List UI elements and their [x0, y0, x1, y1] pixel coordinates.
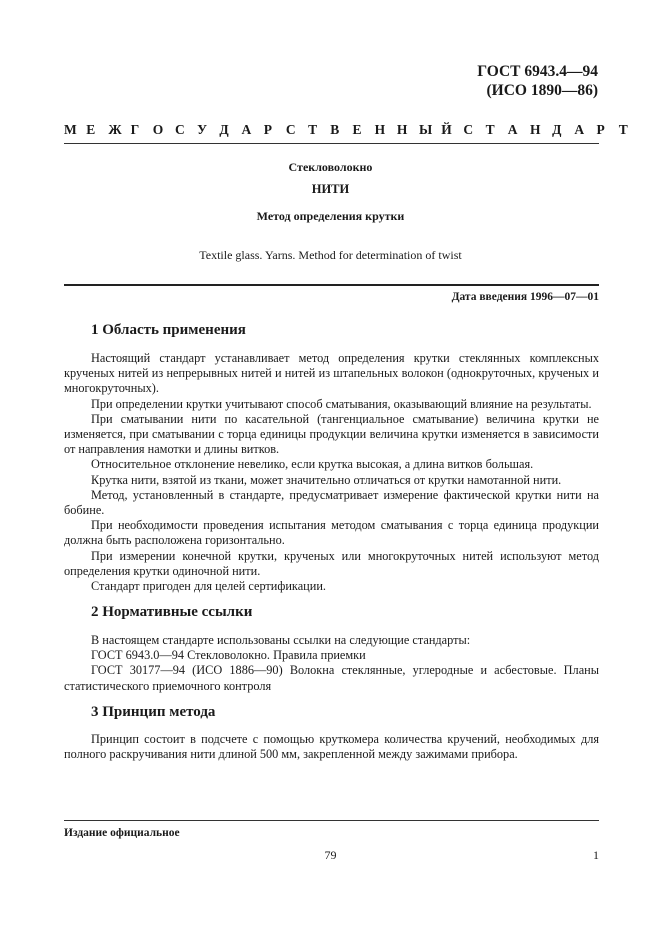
- banner-letter: М: [64, 122, 77, 137]
- section-body-principle: [64, 732, 599, 762]
- banner-letter: С: [174, 122, 185, 137]
- reference-item: ГОСТ 30177—94 (ИСО 1886—90) Волокна стеклянные, углеродные и асбестовые. Планы статистического приемочного контроля: [64, 663, 599, 693]
- paragraph: Настоящий стандарт устанавливает метод определения крутки стеклянных комплексных крученых нитей из непрерывных нитей и нитей из штапельных волокон (однокруточных, крученых и многокруточных).: [64, 351, 599, 396]
- banner-letter: Д: [552, 122, 562, 137]
- banner-letter: Н: [374, 122, 386, 137]
- banner-letter: Т: [618, 122, 628, 137]
- interstate-standard-banner: [64, 122, 628, 138]
- sheet-number: 1: [593, 848, 599, 862]
- paragraph: При измерении конечной крутки, крученых или многокруточных нитей используют метод определения крутки одиночной нити.: [64, 548, 599, 578]
- banner-divider: [64, 143, 599, 144]
- title-main: НИТИ: [311, 182, 350, 196]
- banner-letter: Д: [219, 122, 229, 137]
- title-method: Метод определения крутки: [256, 209, 405, 223]
- banner-letter: Е: [86, 122, 96, 137]
- banner-word-interstate: [64, 122, 463, 138]
- paragraph: В настоящем стандарте использованы ссылки на следующие стандарты:: [91, 633, 471, 647]
- banner-letter: Н: [529, 122, 541, 137]
- paragraph: При определении крутки учитывают способ сматывания, оказывающий влияние на результаты.: [91, 396, 592, 411]
- page-number: 79: [324, 848, 337, 862]
- iso-number: (ИСО 1890—86): [486, 82, 598, 99]
- banner-letter: Р: [263, 122, 272, 137]
- banner-letter: А: [241, 122, 252, 137]
- banner-letter: С: [285, 122, 296, 137]
- paragraph: При необходимости проведения испытания методом сматывания с торца единица продукции должна быть расположена горизонтально.: [64, 518, 599, 548]
- banner-letter: В: [330, 122, 340, 137]
- standard-number: ГОСТ 6943.4—94: [477, 63, 598, 80]
- footer-divider: [64, 820, 599, 821]
- title-english: Textile glass. Yarns. Method for determination of twist: [199, 248, 462, 262]
- section-heading-scope: 1 Область применения: [91, 322, 246, 338]
- banner-letter: Г: [130, 122, 140, 137]
- banner-letter: У: [197, 122, 208, 137]
- banner-letter: Т: [485, 122, 495, 137]
- section-body-scope: [64, 351, 599, 594]
- banner-letter: С: [463, 122, 474, 137]
- paragraph: Крутка нити, взятой из ткани, может значительно отличаться от крутки намотанной нити.: [91, 472, 562, 487]
- banner-letter: О: [152, 122, 164, 137]
- banner-letter: А: [574, 122, 585, 137]
- intro-date: Дата введения 1996—07—01: [451, 291, 599, 303]
- banner-letter: Р: [596, 122, 605, 137]
- paragraph: Принцип состоит в подсчете с помощью круткомера количества кручений, необходимых для полного раскручивания нити длиной 500 мм, закрепленной между зажимами прибора.: [64, 732, 599, 762]
- banner-letter: Е: [352, 122, 362, 137]
- banner-letter: Ы: [419, 122, 433, 137]
- title-subject: Стекловолокно: [288, 160, 373, 174]
- standard-designation: [477, 62, 598, 100]
- banner-word-standard: [463, 122, 641, 138]
- paragraph: Относительное отклонение невелико, если крутка высокая, а длина витков большая.: [91, 457, 534, 472]
- section-body-references: [64, 633, 599, 694]
- reference-item: ГОСТ 6943.0—94 Стекловолокно. Правила приемки: [91, 648, 366, 663]
- paragraph: Метод, установленный в стандарте, предусматривает измерение фактической крутки нити на бобине.: [64, 487, 599, 518]
- paragraph: При сматывании нити по касательной (тангенциальное сматывание) величина крутки не изменяется, при сматывании с торца единицы продукции величина крутки изменяется в зависимости от направления намотки и длины витков.: [64, 411, 599, 457]
- banner-letter: Ж: [108, 122, 122, 137]
- banner-letter: Т: [308, 122, 318, 137]
- title-divider: [64, 284, 599, 286]
- banner-letter: Й: [441, 122, 452, 137]
- edition-note: Издание официальное: [64, 827, 180, 839]
- banner-letter: Н: [396, 122, 408, 137]
- paragraph: Стандарт пригоден для целей сертификации.: [91, 579, 326, 594]
- banner-letter: А: [507, 122, 518, 137]
- section-heading-references: 2 Нормативные ссылки: [91, 604, 253, 620]
- section-heading-principle: 3 Принцип метода: [91, 704, 216, 720]
